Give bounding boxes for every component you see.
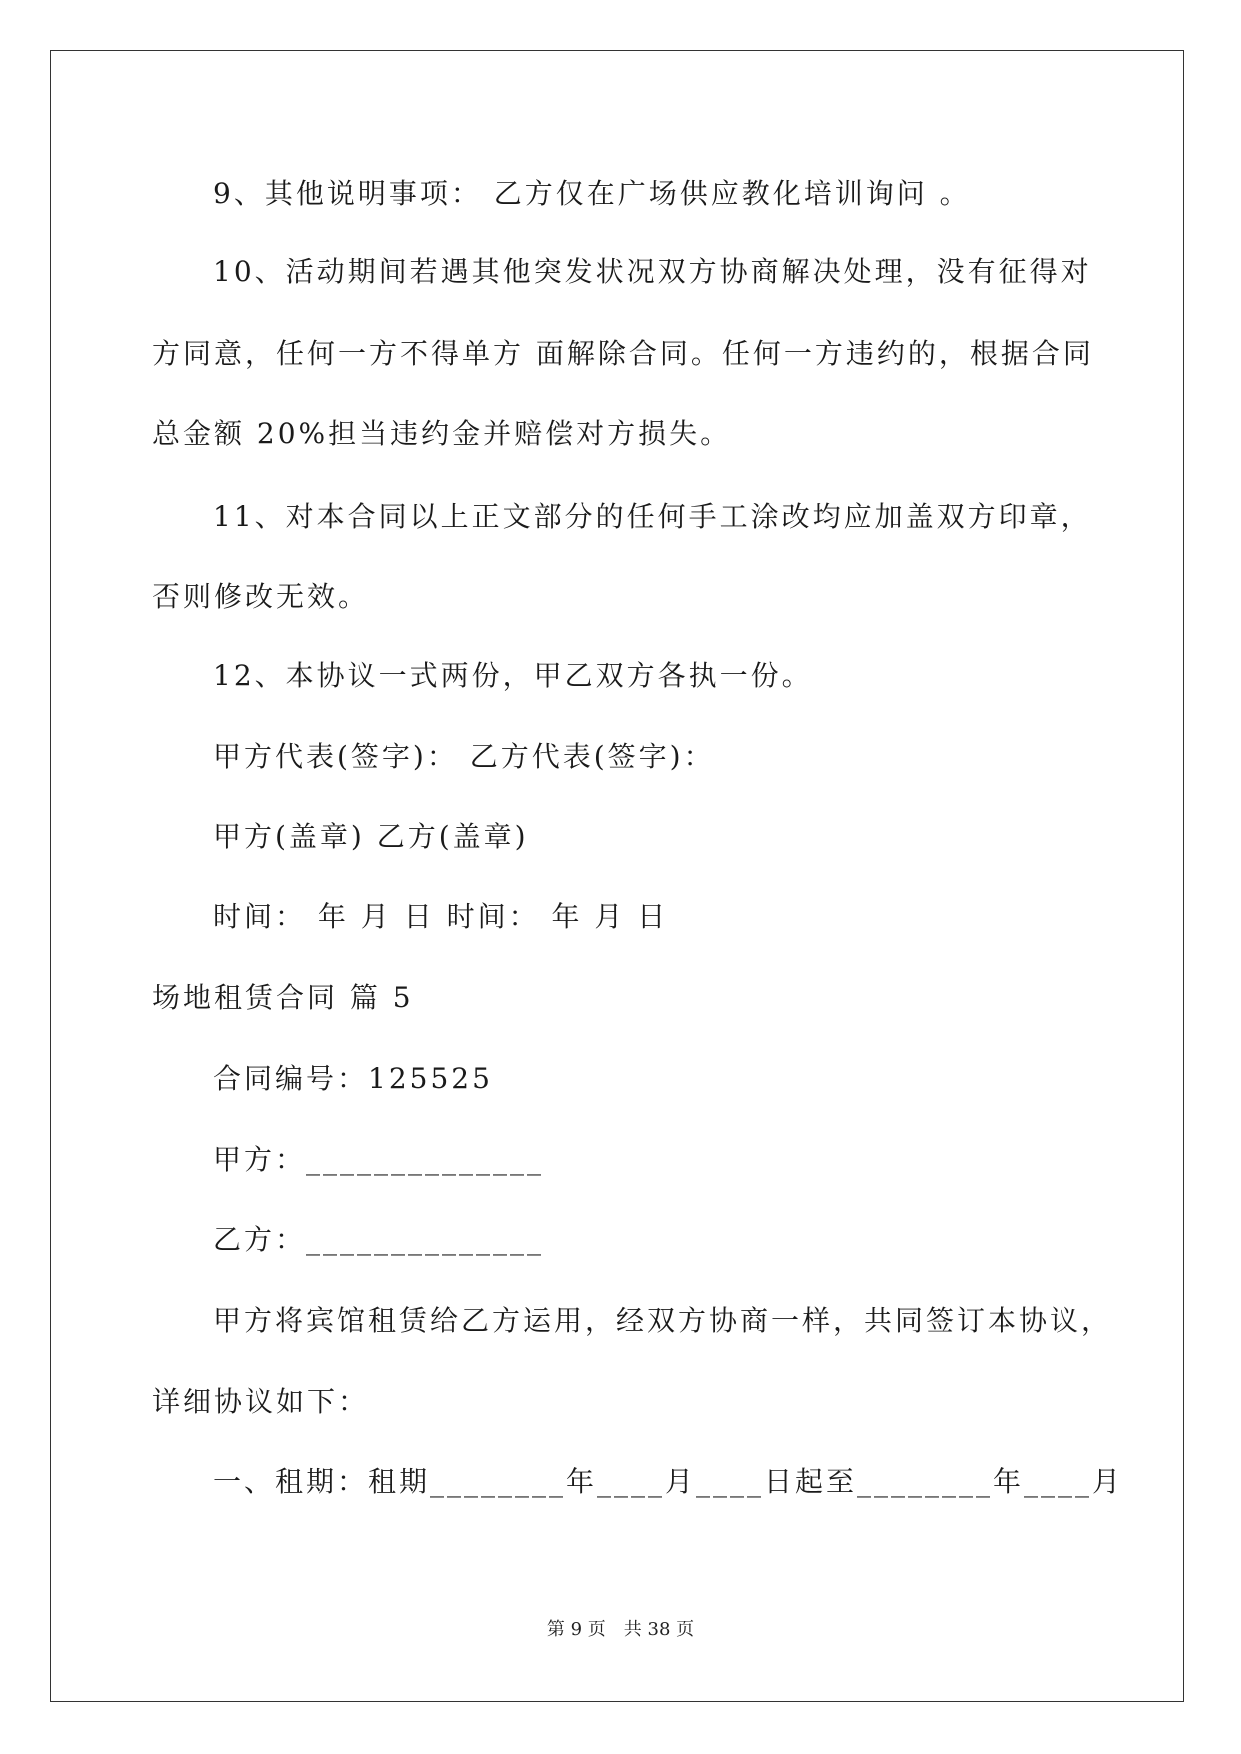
contract-number: 合同编号：125525 xyxy=(213,1062,493,1095)
intro-line-1: 甲方将宾馆租赁给乙方运用，经双方协商一样，共同签订本协议， xyxy=(213,1304,1113,1337)
clause-9: 9、其他说明事项： 乙方仅在广场供应教化培训询问 。 xyxy=(213,177,971,210)
party-a-field: 甲方：______________ xyxy=(213,1143,545,1176)
clause-12: 12、本协议一式两份，甲乙双方各执一份。 xyxy=(213,659,813,692)
seal-line: 甲方(盖章) 乙方(盖章) xyxy=(213,820,529,853)
intro-line-2: 详细协议如下： xyxy=(152,1385,370,1418)
party-b-field: 乙方：______________ xyxy=(213,1223,545,1256)
page-number-footer: 第 9 页 共 38 页 xyxy=(546,1619,695,1640)
clause-11-line-2: 否则修改无效。 xyxy=(152,580,370,613)
signature-line: 甲方代表(签字)： 乙方代表(签字)： xyxy=(213,740,715,773)
section-heading: 场地租赁合同 篇 5 xyxy=(152,981,414,1014)
lease-term-line: 一、租期：租期________年____月____日起至________年____月 xyxy=(213,1465,1124,1498)
page-border xyxy=(50,50,1184,1702)
date-line: 时间： 年 月 日 时间： 年 月 日 xyxy=(213,900,669,933)
clause-10-line-3: 总金额 20%担当违约金并赔偿对方损失。 xyxy=(152,417,732,450)
clause-10-line-1: 10、活动期间若遇其他突发状况双方协商解决处理，没有征得对 xyxy=(213,255,1092,288)
clause-10-line-2: 方同意，任何一方不得单方 面解除合同。任何一方违约的，根据合同 xyxy=(152,337,1094,370)
clause-11-line-1: 11、对本合同以上正文部分的任何手工涂改均应加盖双方印章， xyxy=(213,500,1092,533)
